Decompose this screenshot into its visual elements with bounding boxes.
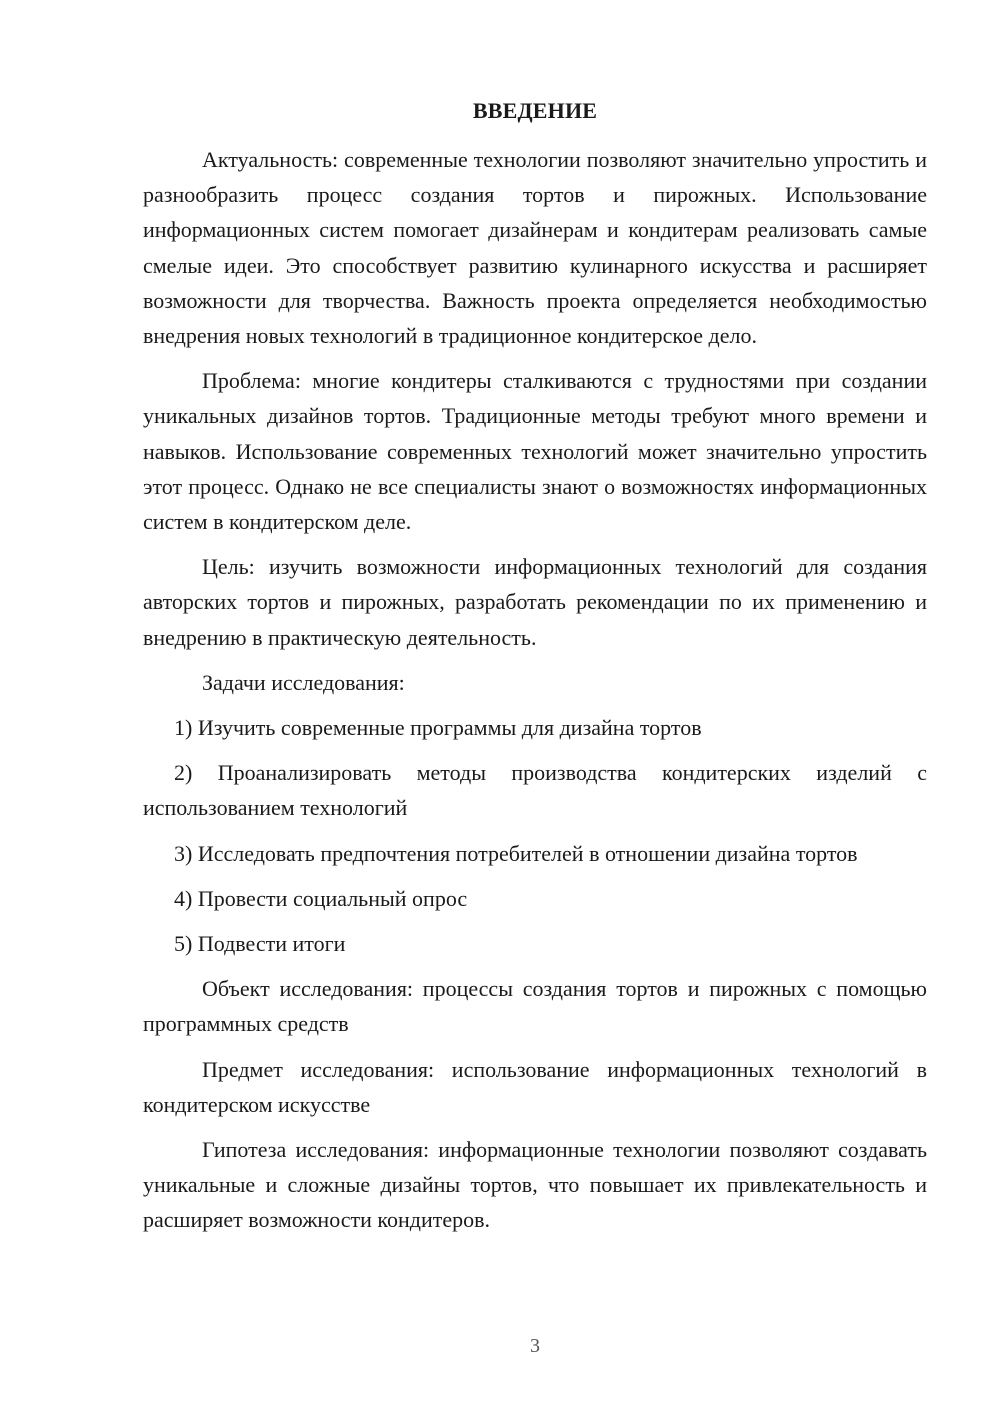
paragraph-hypothesis: Гипотеза исследования: информационные технологии позволяют создавать уникальные и сложные дизайны тортов, что повышает их привлекательность и расширяет возможности кондитеров. bbox=[143, 1137, 927, 1233]
paragraph-problem: Проблема: многие кондитеры сталкиваются с трудностями при создании уникальных дизайнов тортов. Традиционные методы требуют много времени и навыков. Использование современных технологий может значительно упростить этот процесс. Однако не все специалисты знают о возможностях информационных систем в кондитерском деле. bbox=[143, 368, 927, 535]
task-item-4: 4) Провести социальный опрос bbox=[174, 885, 468, 911]
paragraph-object: Объект исследования: процессы создания тортов и пирожных с помощью программных средств bbox=[143, 976, 927, 1037]
task-item-5: 5) Подвести итоги bbox=[174, 931, 346, 957]
document-page bbox=[143, 0, 927, 1414]
task-item-3: 3) Исследовать предпочтения потребителей в отношении дизайна тортов bbox=[174, 840, 858, 866]
page-number: 3 bbox=[530, 1335, 540, 1357]
task-item-2: 2) Проанализировать методы производства кондитерских изделий с использованием технологий bbox=[143, 760, 927, 821]
paragraph-goal: Цель: изучить возможности информационных технологий для создания авторских тортов и пирожных, разработать рекомендации по их применению и внедрению в практическую деятельность. bbox=[143, 554, 927, 650]
document-body bbox=[143, 142, 927, 1248]
tasks-heading: Задачи исследования: bbox=[202, 669, 405, 695]
paragraph-relevance: Актуальность: современные технологии позволяют значительно упростить и разнообразить процесс создания тортов и пирожных. Использование информационных систем помогает дизайнерам и кондитерам реализовать самые смелые идеи. Это способствует развитию кулинарного искусства и расширяет возможности для творчества. Важность проекта определяется необходимостью внедрения новых технологий в традиционное кондитерское дело. bbox=[143, 147, 927, 349]
paragraph-subject: Предмет исследования: использование информационных технологий в кондитерском искусстве bbox=[143, 1056, 927, 1117]
task-item-1: 1) Изучить современные программы для дизайна тортов bbox=[174, 715, 702, 741]
page-title: ВВЕДЕНИЕ bbox=[472, 98, 598, 123]
